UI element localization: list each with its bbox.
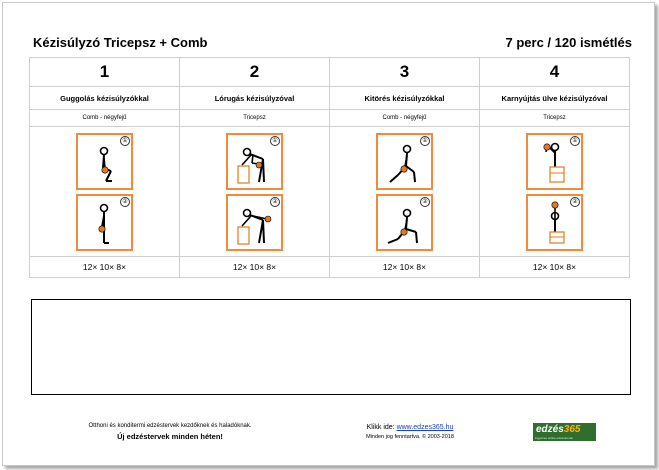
exercise-name: Lórugás kézisúlyzóval [180, 87, 330, 110]
edzes365-logo[interactable] [533, 423, 596, 441]
workout-summary: 7 perc / 120 ismétlés [505, 35, 632, 50]
logo-number: 365 [563, 424, 581, 435]
step-two-badge: ② [120, 197, 130, 207]
click-here-label: Klikk ide: [366, 424, 395, 431]
step-one-badge: ① [420, 136, 430, 146]
exercise-image-end [526, 194, 583, 251]
logo-subtitle: ingyenes online edzéstervek [535, 436, 573, 440]
exercise-image-start [76, 133, 133, 190]
exercise-image-end [376, 194, 433, 251]
page-title: Kézisúlyzó Tricepsz + Comb [33, 35, 208, 50]
exercise-number: 2 [180, 58, 330, 87]
exercise-image-start [376, 133, 433, 190]
step-one-badge: ① [570, 136, 580, 146]
exercise-name: Karnyújtás ülve kézisúlyzóval [480, 87, 630, 110]
muscle-group: Comb - négyfejű [330, 110, 480, 127]
notes-box [31, 299, 631, 395]
copyright-text: Minden jog fenntartva. © 2003-2018 [366, 434, 454, 440]
exercise-image-end [76, 194, 133, 251]
exercise-image-end [226, 194, 283, 251]
footer-link-block [350, 424, 470, 440]
exercise-name: Kitörés kézisúlyzókkal [330, 87, 480, 110]
exercise-number: 3 [330, 58, 480, 87]
exercise-figures [180, 127, 330, 257]
muscle-group: Comb - négyfejű [30, 110, 180, 127]
rep-scheme: 12× 10× 8× [330, 257, 480, 278]
step-one-badge: ① [120, 136, 130, 146]
step-two-badge: ② [270, 197, 280, 207]
step-one-badge: ① [270, 136, 280, 146]
step-two-badge: ② [570, 197, 580, 207]
exercise-figures [30, 127, 180, 257]
muscle-group: Tricepsz [480, 110, 630, 127]
exercise-image-start [526, 133, 583, 190]
exercise-table [29, 57, 630, 278]
exercise-number: 4 [480, 58, 630, 87]
rep-scheme: 12× 10× 8× [30, 257, 180, 278]
footer-tagline [40, 423, 300, 441]
exercise-figures [480, 127, 630, 257]
exercise-number: 1 [30, 58, 180, 87]
logo-word: edzés [536, 424, 564, 435]
exercise-image-start [226, 133, 283, 190]
step-two-badge: ② [420, 197, 430, 207]
rep-scheme: 12× 10× 8× [480, 257, 630, 278]
footer-slogan: Új edzéstervek minden héten! [117, 432, 223, 441]
website-link[interactable]: www.edzes365.hu [396, 424, 454, 431]
muscle-group: Tricepsz [180, 110, 330, 127]
exercise-figures [330, 127, 480, 257]
exercise-name: Guggolás kézisúlyzókkal [30, 87, 180, 110]
rep-scheme: 12× 10× 8× [180, 257, 330, 278]
footer-description: Otthoni és konditermi edzéstervek kezdőknek és haladóknak. [88, 423, 252, 429]
